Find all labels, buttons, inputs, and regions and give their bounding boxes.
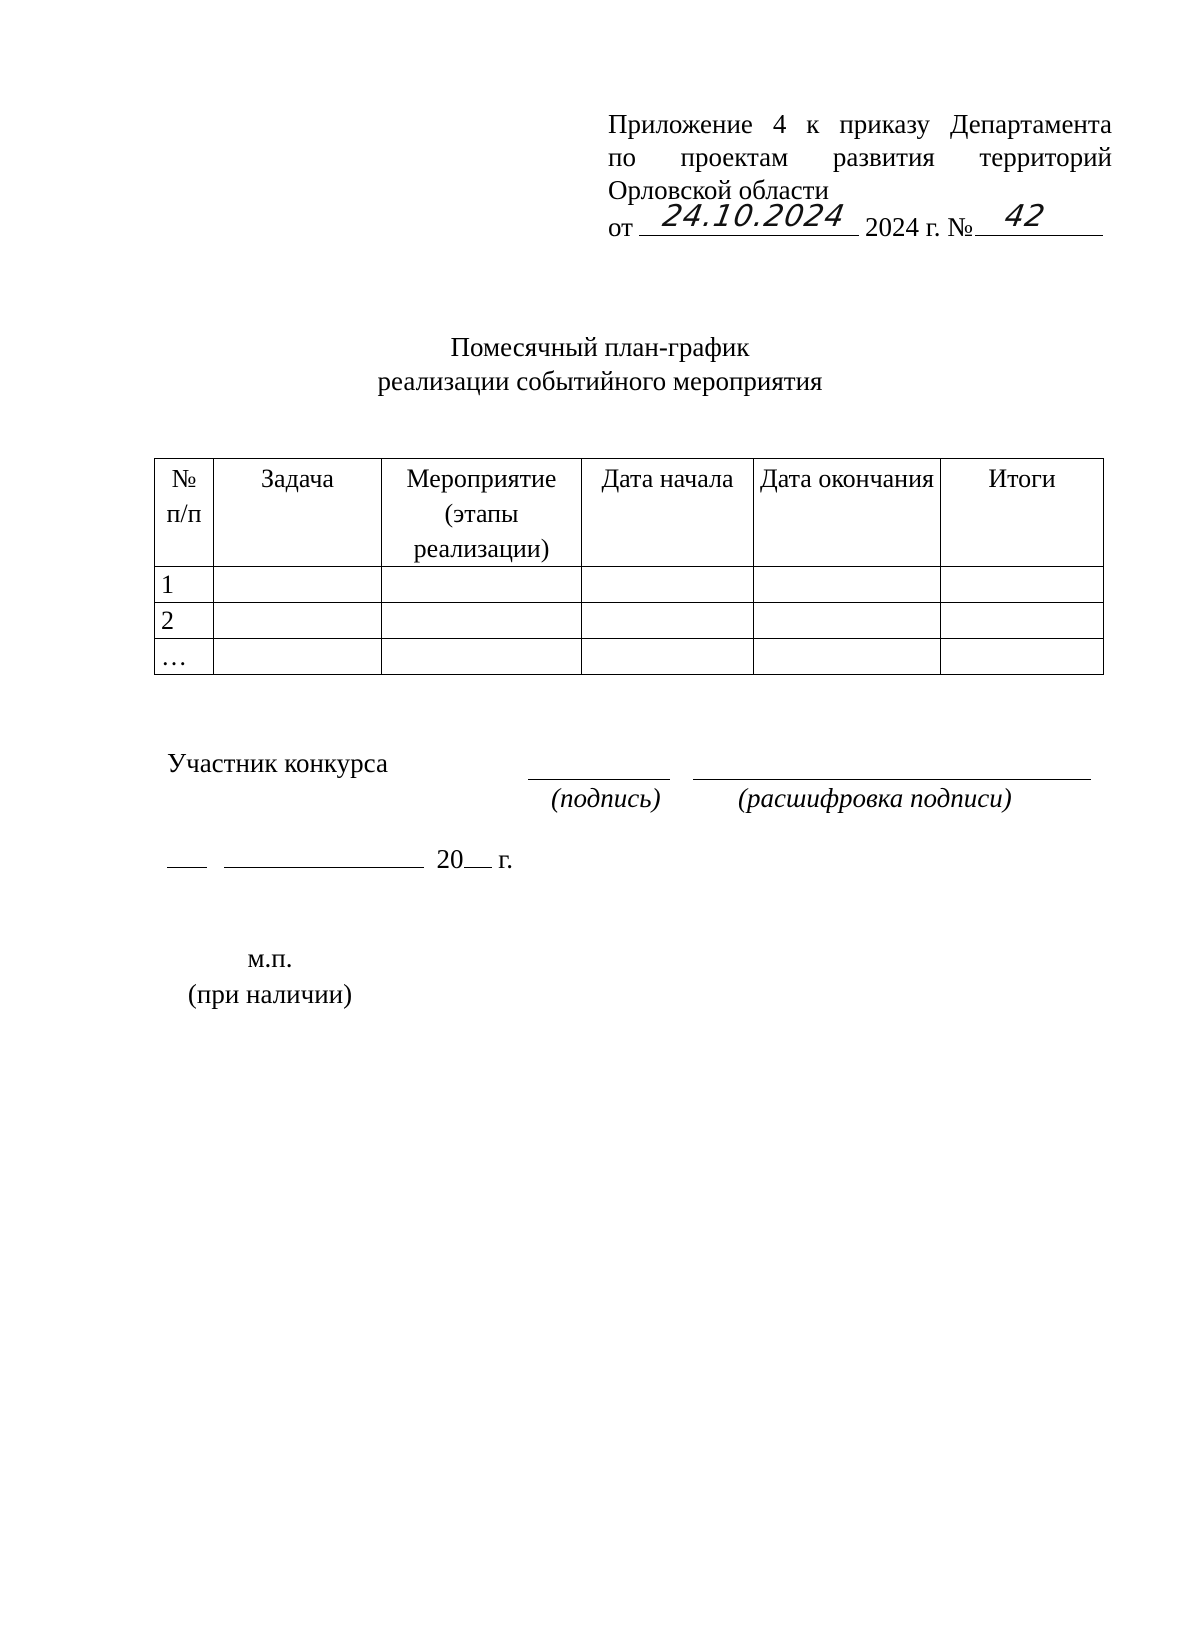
row-num: 2: [155, 603, 214, 639]
month-blank: [224, 843, 424, 868]
appendix-header: [608, 108, 1112, 244]
table-header-row: [155, 459, 1104, 567]
row-num: 1: [155, 567, 214, 603]
document-title: [0, 330, 1200, 398]
header-line-2: по проектам развития территорий: [608, 142, 1112, 172]
table-row: [155, 639, 1104, 675]
stamp-place: [180, 940, 360, 1012]
cell-start: [582, 603, 754, 639]
cell-results: [941, 603, 1104, 639]
header-line-3: Орловской области: [608, 175, 829, 205]
cell-event: [382, 567, 582, 603]
plan-table: [154, 458, 1104, 675]
year-blank: [464, 843, 492, 868]
cell-start: [582, 639, 754, 675]
header-event: Мероприятие (этапы реализации): [382, 459, 582, 567]
signature-date-row: [167, 843, 513, 875]
header-task: Задача: [214, 459, 382, 567]
stamp-label: м.п.: [247, 943, 293, 973]
signature-caption: (подпись): [551, 783, 661, 813]
date-field: [639, 199, 859, 236]
stamp-note: (при наличии): [187, 979, 353, 1009]
cell-end: [754, 603, 941, 639]
row-num: …: [155, 639, 214, 675]
header-line-1: Приложение 4 к приказу Департамента: [608, 109, 1112, 139]
year-prefix: 20: [436, 844, 464, 874]
cell-event: [382, 639, 582, 675]
signature-decoding-line: [693, 779, 1091, 780]
handwritten-date: 24.10.2024: [659, 199, 848, 234]
order-number-field: [975, 199, 1103, 236]
participant-label: Участник конкурса: [167, 748, 388, 778]
signature-line: [528, 779, 670, 780]
header-start-date: Дата начала: [582, 459, 754, 567]
signature-decoding-caption: (расшифровка подписи): [738, 783, 1012, 813]
year-suffix-g: г.: [498, 844, 514, 874]
title-line-1: Помесячный план-график: [450, 332, 750, 362]
title-line-2: реализации событийного мероприятия: [377, 366, 823, 396]
cell-task: [214, 639, 382, 675]
cell-task: [214, 603, 382, 639]
header-end-date: Дата окончания: [754, 459, 941, 567]
table-row: [155, 567, 1104, 603]
header-results: Итоги: [941, 459, 1104, 567]
cell-event: [382, 603, 582, 639]
cell-start: [582, 567, 754, 603]
year-suffix: 2024 г. №: [864, 212, 973, 242]
header-date-line: [608, 199, 1112, 244]
cell-results: [941, 639, 1104, 675]
day-blank: [167, 843, 207, 868]
cell-task: [214, 567, 382, 603]
cell-end: [754, 639, 941, 675]
handwritten-number: 42: [1001, 199, 1049, 234]
cell-results: [941, 567, 1104, 603]
cell-end: [754, 567, 941, 603]
table-row: [155, 603, 1104, 639]
header-num: № п/п: [155, 459, 214, 567]
date-prefix: от: [608, 212, 633, 242]
